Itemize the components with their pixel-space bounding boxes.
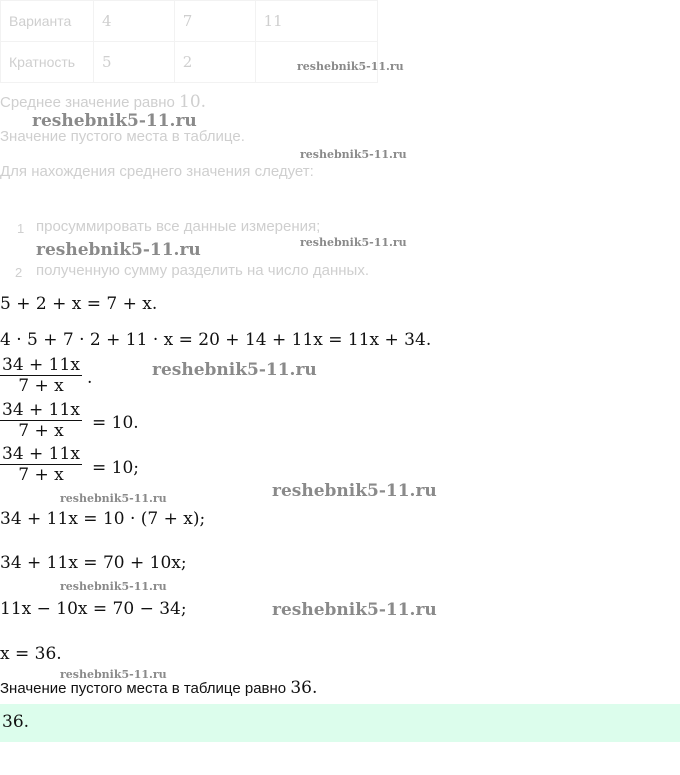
watermark: reshebnik5-11.ru <box>152 360 317 380</box>
answer-value: 36. <box>2 712 30 732</box>
step-text: просуммировать все данные измерения; <box>36 218 321 235</box>
watermark: reshebnik5-11.ru <box>60 668 167 681</box>
fraction-denominator: 7 + x <box>18 376 64 396</box>
fraction <box>0 355 82 396</box>
equation: 34 + 11x = 70 + 10x; <box>0 553 187 573</box>
step-number: 1 <box>17 221 25 236</box>
equation: x = 36. <box>0 644 62 664</box>
table-cell: 5 <box>94 42 175 83</box>
answer-box <box>0 704 680 742</box>
fraction <box>0 400 82 441</box>
conclusion-value: 36. <box>290 678 318 698</box>
watermark: reshebnik5-11.ru <box>300 148 407 161</box>
watermark: reshebnik5-11.ru <box>36 240 201 260</box>
watermark: reshebnik5-11.ru <box>297 60 404 73</box>
watermark: reshebnik5-11.ru <box>300 236 407 249</box>
empty-cell-text: Значение пустого места в таблице. <box>0 128 245 145</box>
equation: 34 + 11x = 10 · (7 + x); <box>0 509 206 529</box>
watermark: reshebnik5-11.ru <box>32 111 197 131</box>
fraction-denominator: 7 + x <box>18 465 64 485</box>
table-cell: 11 <box>255 1 377 42</box>
fraction-numerator: 34 + 11x <box>2 400 80 420</box>
fraction-numerator: 34 + 11x <box>2 355 80 375</box>
table-cell: 4 <box>94 1 175 42</box>
fraction-denominator: 7 + x <box>18 421 64 441</box>
mean-value: 10. <box>179 92 207 112</box>
watermark: reshebnik5-11.ru <box>272 481 437 501</box>
fraction-tail: = 10. <box>92 413 139 433</box>
watermark: reshebnik5-11.ru <box>60 492 167 505</box>
equation: 4 · 5 + 7 · 2 + 11 · x = 20 + 14 + 11x = 11x + 34. <box>0 330 432 350</box>
step-text: полученную сумму разделить на число данных. <box>36 262 369 279</box>
fraction <box>0 444 82 485</box>
conclusion-text <box>0 678 317 698</box>
equation: 5 + 2 + x = 7 + x. <box>0 294 158 314</box>
table-row <box>1 1 378 42</box>
mean-label: Среднее значение равно <box>0 94 180 111</box>
step-number: 2 <box>15 265 23 280</box>
table-header-variant: Варианта <box>1 1 94 42</box>
conclusion-label: Значение пустого места в таблице равно <box>0 680 291 697</box>
to-find-mean-text: Для нахождения среднего значения следует: <box>0 163 314 180</box>
table-cell: 7 <box>174 1 255 42</box>
equation: 11x − 10x = 70 − 34; <box>0 599 187 619</box>
table-header-multiplicity: Кратность <box>1 42 94 83</box>
watermark: reshebnik5-11.ru <box>272 600 437 620</box>
watermark: reshebnik5-11.ru <box>60 580 167 593</box>
fraction-tail: . <box>87 368 93 388</box>
mean-statement <box>0 92 206 112</box>
fraction-numerator: 34 + 11x <box>2 444 80 464</box>
table-cell: 2 <box>174 42 255 83</box>
fraction-tail: = 10; <box>92 458 140 478</box>
